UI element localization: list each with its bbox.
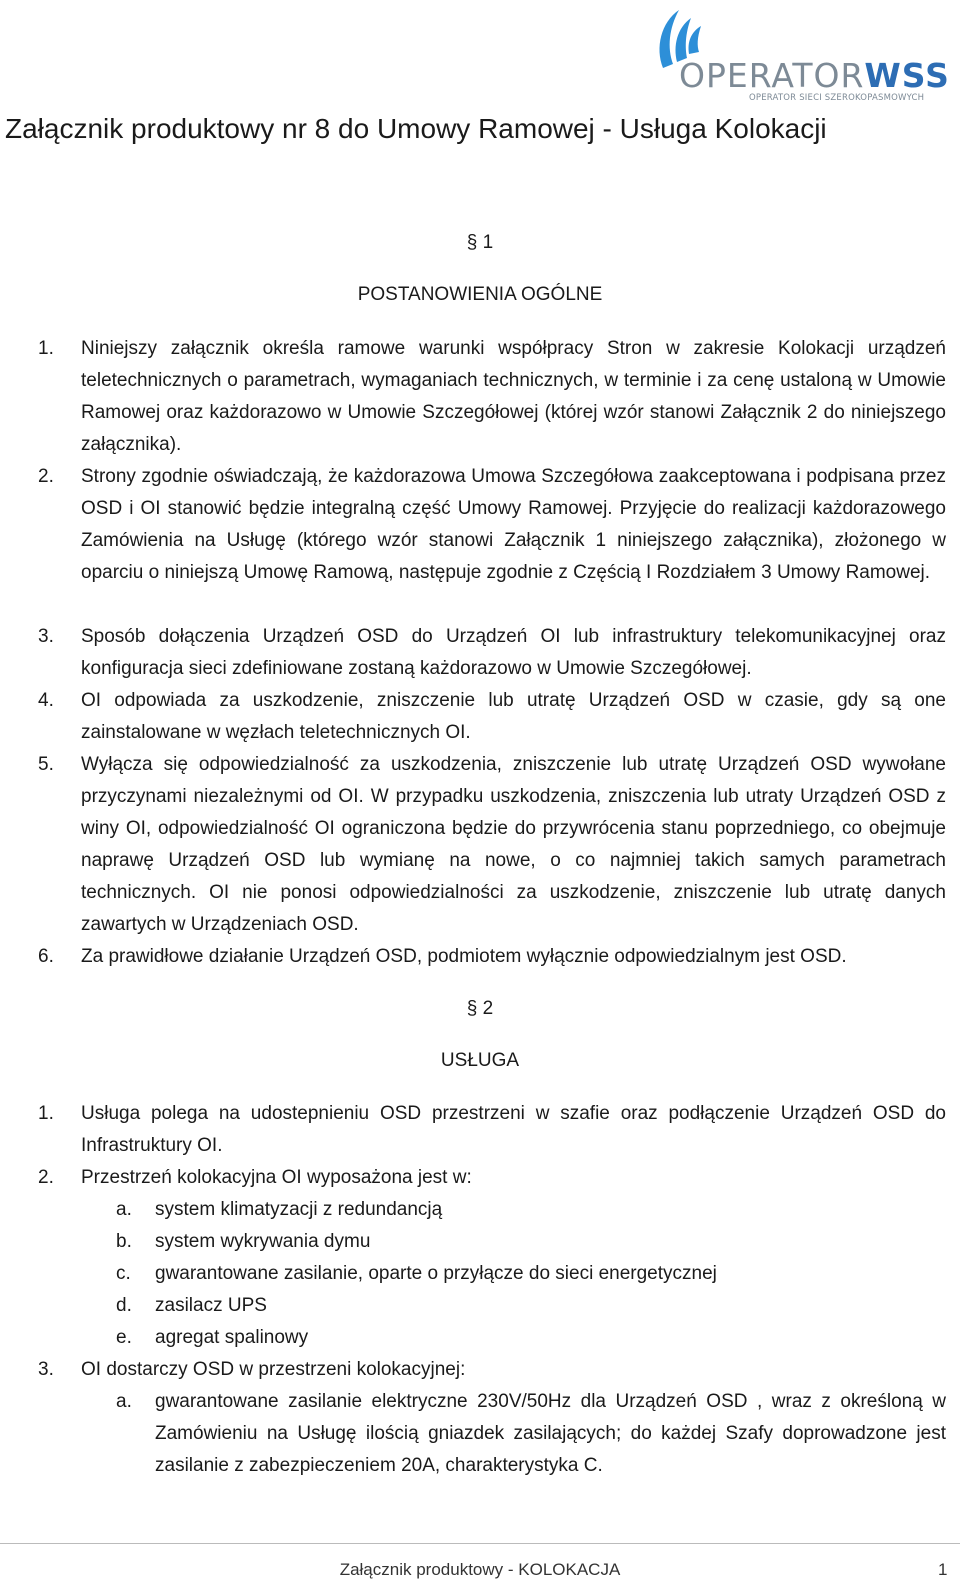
sublist-item-text: zasilacz UPS (155, 1295, 267, 1316)
sublist-item-text: system wykrywania dymu (155, 1231, 371, 1252)
list-item-text: Usługa polega na udostepnieniu OSD przestrzeni w szafie oraz podłączenie Urządzeń OSD do Infrastruktury OI. (81, 1103, 946, 1156)
list-item-text: Niniejszy załącznik określa ramowe warunki współpracy Stron w zakresie Kolokacji urządzeń teletechnicznych o parametrach, wymaganiach technicznych, w terminie i za cenę ustaloną w Umowie Ramowej oraz każdorazowo w Umowie Szczegółowej (której wzór stanowi Załącznik 2 do niniejszego załącznika). (81, 338, 946, 455)
footer-divider (0, 1543, 960, 1544)
operator-wss-logo (655, 8, 950, 103)
sublist-letter: b. (116, 1231, 132, 1252)
document-title: Załącznik produktowy nr 8 do Umowy Ramowej - Usługa Kolokacji (5, 113, 827, 144)
list-number: 6. (38, 946, 54, 967)
list-item-text: OI dostarczy OSD w przestrzeni kolokacyjnej: (81, 1359, 466, 1380)
sublist-letter: d. (116, 1295, 132, 1316)
list-number: 2. (38, 466, 54, 487)
sublist-letter: c. (116, 1263, 131, 1284)
section-2-heading: USŁUGA (440, 1050, 520, 1071)
list-item-text: Sposób dołączenia Urządzeń OSD do Urządzeń OI lub infrastruktury telekomunikacyjnej oraz konfiguracja sieci zdefiniowane zostaną każdorazowo w Umowie Szczegółowej. (81, 626, 946, 679)
sublist-item-text: gwarantowane zasilanie elektryczne 230V/50Hz dla Urządzeń OSD , wraz z określoną w Zamówieniu na Usługę ilością gniazdek zasilających; do każdej Szafy doprowadzone jest zasilanie z zabezpieczeniem 20A, charakterystyka C. (155, 1391, 946, 1476)
logo-wordmark: OPERATORWSS (679, 56, 950, 95)
sublist-item-text: gwarantowane zasilanie, oparte o przyłącze do sieci energetycznej (155, 1263, 717, 1284)
sublist-letter: a. (116, 1199, 132, 1220)
list-number: 1. (38, 1103, 54, 1124)
section-1-mark: § 1 (466, 232, 494, 253)
list-item-text: Przestrzeń kolokacyjna OI wyposażona jest w: (81, 1167, 472, 1188)
sublist-item-text: system klimatyzacji z redundancją (155, 1199, 443, 1220)
list-item-text: Wyłącza się odpowiedzialność za uszkodzenia, zniszczenie lub utratę Urządzeń OSD wywołane przyczynami niezależnymi od OI. W przypadku uszkodzenia, zniszczenia lub utraty Urządzeń OSD z winy OI, odpowiedzialność OI ograniczona będzie do przywrócenia stanu poprzedniego, co obejmuje naprawę Urządzeń OSD lub wymianę na nowe, o co najmniej takich samych parametrach technicznych. OI nie ponosi odpowiedzialności za uszkodzenie, zniszczenie lub utratę danych zawartych w Urządzeniach OSD. (81, 754, 946, 935)
footer-title: Załącznik produktowy - KOLOKACJA (339, 1560, 621, 1579)
sublist-letter: a. (116, 1391, 132, 1412)
list-number: 3. (38, 1359, 54, 1380)
list-number: 5. (38, 754, 54, 775)
section-2-mark: § 2 (466, 998, 494, 1019)
list-number: 3. (38, 626, 54, 647)
sublist-item-text: agregat spalinowy (155, 1327, 309, 1348)
list-item-text: Strony zgodnie oświadczają, że każdorazowa Umowa Szczegółowa zaakceptowana i podpisana przez OSD i OI stanowić będzie integralną część Umowy Ramowej. Przyjęcie do realizacji każdorazowego Zamówienia na Usługę (którego wzór stanowi Załącznik 1 niniejszego załącznika), złożonego w oparciu o niniejszą Umowę Ramową, następuje zgodnie z Częścią I Rozdziałem 3 Umowy Ramowej. (81, 466, 946, 583)
list-number: 1. (38, 338, 54, 359)
page-number: 1 (938, 1560, 948, 1579)
list-number: 2. (38, 1167, 54, 1188)
list-number: 4. (38, 690, 54, 711)
section-1-heading: POSTANOWIENIA OGÓLNE (357, 284, 603, 305)
list-item-text: Za prawidłowe działanie Urządzeń OSD, podmiotem wyłącznie odpowiedzialnym jest OSD. (81, 946, 847, 967)
list-item-text: OI odpowiada za uszkodzenie, zniszczenie lub utratę Urządzeń OSD w czasie, gdy są one zainstalowane w węzłach teletechnicznych OI. (81, 690, 946, 743)
sublist-letter: e. (116, 1327, 132, 1348)
logo-tagline: OPERATOR SIECI SZEROKOPASMOWYCH (749, 93, 925, 103)
